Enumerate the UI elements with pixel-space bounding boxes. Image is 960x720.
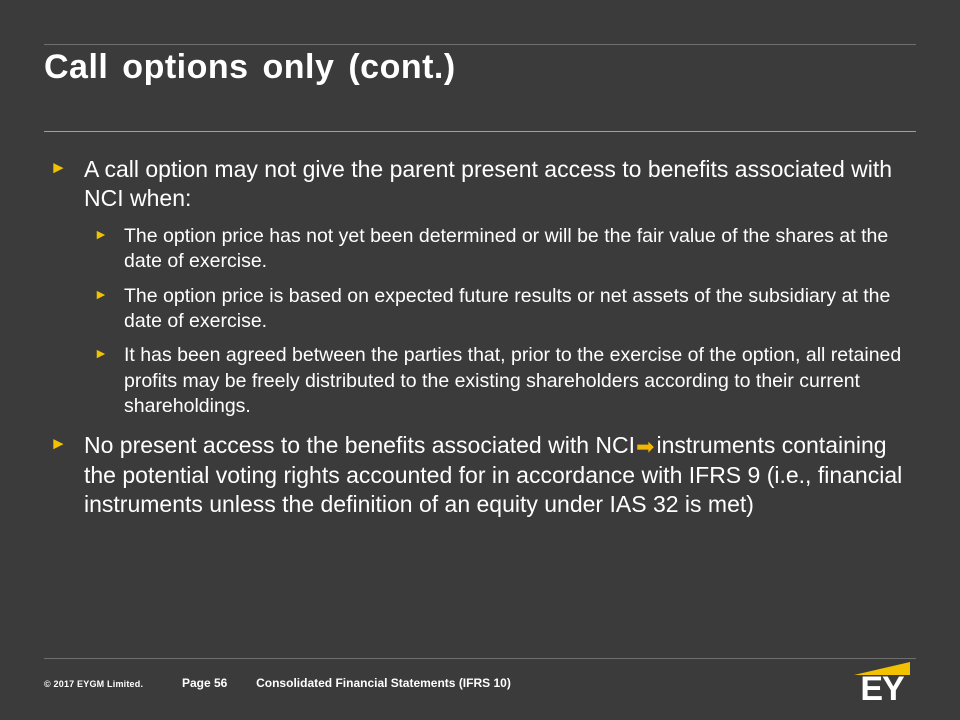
list-item xyxy=(44,155,924,214)
list-item-text: The option price is based on expected future results or net assets of the subsidiary at the date of exercise. xyxy=(124,284,891,332)
page-title: Call options only (cont.) xyxy=(44,48,456,86)
footer-divider xyxy=(44,658,916,659)
bullet-arrow-icon: ► xyxy=(50,158,67,177)
slide-body xyxy=(44,155,924,524)
list-item-text: The option price has not yet been determined or will be the fair value of the shares at the date of exercise. xyxy=(124,224,889,273)
bullet-arrow-icon: ► xyxy=(94,345,108,362)
bullet-arrow-icon: ► xyxy=(50,434,67,454)
list-item xyxy=(86,224,924,275)
final-text-after-arrow: instruments containing the potential voting rights accounted for in accordance with IFRS 9 (i.e., financial instruments unless the definition of an equity under IAS 32 is met) xyxy=(84,432,903,518)
list-item-text: It has been agreed between the parties that, prior to the exercise of the option, all retained profits may be freely distributed to the existing shareholders according to their current shareholdings. xyxy=(124,344,902,417)
deck-title: Consolidated Financial Statements (IFRS 10) xyxy=(256,676,511,690)
logo-text: EY xyxy=(860,670,904,708)
list-item-text: A call option may not give the parent present access to benefits associated with NCI when: xyxy=(84,156,893,212)
bullet-arrow-icon: ► xyxy=(94,285,108,302)
page-number: Page 56 xyxy=(181,676,228,690)
ey-logo xyxy=(846,660,918,708)
sub-bullet-list xyxy=(86,224,924,419)
bullet-list xyxy=(44,155,924,520)
bullet-arrow-icon: ► xyxy=(94,225,108,242)
copyright-text: © 2017 EYGM Limited. xyxy=(44,679,144,689)
title-divider-top xyxy=(44,44,916,45)
footer xyxy=(44,676,844,690)
list-item xyxy=(86,343,924,419)
list-item xyxy=(86,284,924,335)
list-item-final xyxy=(44,431,924,519)
title-divider-bottom xyxy=(44,131,916,132)
final-text-before-arrow: No present access to the benefits associated with NCI xyxy=(84,432,636,459)
right-arrow-icon: ➡ xyxy=(636,434,655,460)
